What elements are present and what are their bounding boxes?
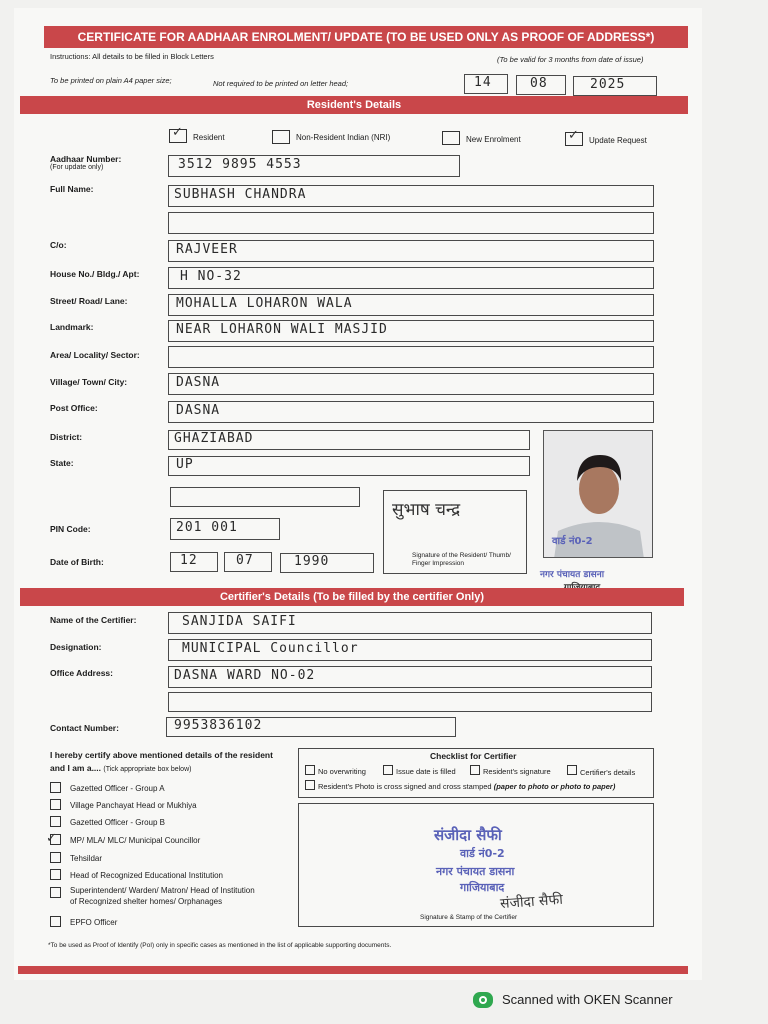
- date-day: 14: [474, 75, 492, 90]
- state-field[interactable]: [168, 456, 530, 476]
- certificate-title: CERTIFICATE FOR AADHAAR ENROLMENT/ UPDATE (TO BE USED ONLY AS PROOF OF ADDRESS*): [44, 26, 688, 48]
- post-office-label: Post Office:: [50, 403, 98, 413]
- oken-scanner-logo-icon: [472, 991, 494, 1009]
- nri-option-label: Non-Resident Indian (NRI): [296, 133, 391, 142]
- stamp-panchayat: नगर पंचायत डासना: [436, 865, 515, 878]
- pin-value: 201 001: [176, 520, 238, 535]
- role-checkbox-panchayat-head[interactable]: [50, 799, 61, 810]
- dob-day-value: 12: [180, 553, 198, 568]
- role-label-gazetted-b: Gazetted Officer - Group B: [70, 818, 166, 827]
- resident-signature: सुभाष चन्द्र: [392, 500, 461, 520]
- village-field[interactable]: [168, 373, 654, 395]
- area-label: Area/ Locality/ Sector:: [50, 350, 140, 360]
- aadhaar-value: 3512 9895 4553: [178, 157, 302, 172]
- full-name-field-line2[interactable]: [168, 212, 654, 234]
- role-checkbox-educational-head[interactable]: [50, 869, 61, 880]
- full-name-label: Full Name:: [50, 184, 94, 194]
- co-field[interactable]: [168, 240, 654, 262]
- stamp-ward: वार्ड नं0-2: [460, 847, 505, 860]
- role-label-panchayat-head: Village Panchayat Head or Mukhiya: [70, 801, 197, 810]
- village-label: Village/ Town/ City:: [50, 377, 128, 387]
- role-checkbox-gazetted-a[interactable]: [50, 782, 61, 793]
- certifier-name-label: Name of the Certifier:: [50, 615, 137, 625]
- contact-label: Contact Number:: [50, 723, 119, 733]
- full-name-value: SUBHASH CHANDRA: [174, 187, 307, 202]
- village-value: DASNA: [176, 375, 221, 390]
- photo-stamp-line2: नगर पंचायत डासना: [540, 570, 605, 580]
- office-address-value: DASNA WARD NO-02: [174, 668, 316, 683]
- certifier-signature: संजीदा सैफी: [499, 891, 564, 913]
- update-request-label: Update Request: [589, 136, 647, 145]
- dob-year-value: 1990: [294, 554, 330, 569]
- paper-note: To be printed on plain A4 paper size;: [50, 76, 172, 85]
- role-label-epfo: EPFO Officer: [70, 918, 118, 927]
- resident-signature-checkbox[interactable]: [470, 765, 480, 775]
- pin-label: PIN Code:: [50, 524, 91, 534]
- dob-label: Date of Birth:: [50, 557, 104, 567]
- resident-checkmark-icon: ✓: [172, 124, 183, 139]
- street-value: MOHALLA LOHARON WALA: [176, 296, 353, 311]
- declaration-line2: and I am a.... (Tick appropriate box below): [50, 763, 192, 773]
- no-overwriting-label: No overwriting: [318, 767, 366, 776]
- role-label-educational-head: Head of Recognized Educational Institution: [70, 871, 223, 880]
- co-value: RAJVEER: [176, 242, 238, 257]
- certifier-details-label: Certifier's details: [580, 768, 636, 777]
- photo-stamp-line1: वार्ड नं0-2: [552, 536, 593, 547]
- contact-value: 9953836102: [174, 718, 263, 733]
- role-label-mp-mla-councillor: MP/ MLA/ MLC/ Municipal Councillor: [70, 836, 201, 845]
- certifier-name-value: SANJIDA SAIFI: [182, 614, 297, 629]
- post-office-field[interactable]: [168, 401, 654, 423]
- role-checkbox-gazetted-b[interactable]: [50, 816, 61, 827]
- validity-text: (To be valid for 3 months from date of issue): [497, 55, 644, 64]
- role-checkbox-superintendent[interactable]: [50, 887, 61, 898]
- state-label: State:: [50, 458, 74, 468]
- role-checkbox-epfo[interactable]: [50, 916, 61, 927]
- instructions-text: Instructions: All details to be filled in Block Letters: [50, 52, 214, 61]
- bottom-band: [18, 966, 688, 974]
- street-label: Street/ Road/ Lane:: [50, 296, 128, 306]
- date-year: 2025: [590, 77, 626, 92]
- checklist-title: Checklist for Certifier: [430, 751, 517, 761]
- certifier-section-title: Certifier's Details (To be filled by the certifier Only): [20, 588, 684, 606]
- signature-caption: Signature of the Resident/ Thumb/ Finger Impression: [412, 552, 511, 567]
- role-label-gazetted-a: Gazetted Officer - Group A: [70, 784, 165, 793]
- office-address-field-line2[interactable]: [168, 692, 652, 712]
- resident-option-label: Resident: [193, 133, 225, 142]
- nri-checkbox[interactable]: [272, 130, 290, 144]
- new-enrolment-checkbox[interactable]: [442, 131, 460, 145]
- photo-cross-checkbox[interactable]: [305, 780, 315, 790]
- role-checkmark-icon: ✓: [46, 830, 57, 845]
- house-value: H NO-32: [180, 269, 242, 284]
- designation-value: MUNICIPAL Councillor: [182, 641, 359, 656]
- resident-section-title: Resident's Details: [20, 96, 688, 114]
- house-label: House No./ Bldg./ Apt:: [50, 269, 140, 279]
- role-label-superintendent: Superintendent/ Warden/ Matron/ Head of Institution: [70, 886, 255, 895]
- extra-blank-field[interactable]: [170, 487, 360, 507]
- issue-date-checkbox[interactable]: [383, 765, 393, 775]
- role-checkbox-tehsildar[interactable]: [50, 852, 61, 863]
- scanner-watermark: Scanned with OKEN Scanner: [502, 992, 673, 1007]
- dob-month-value: 07: [236, 553, 254, 568]
- role-label-tehsildar: Tehsildar: [70, 854, 103, 863]
- update-request-checkmark-icon: ✓: [568, 127, 579, 142]
- landmark-value: NEAR LOHARON WALI MASJID: [176, 322, 388, 337]
- letterhead-note: Not required to be printed on letter head;: [213, 79, 349, 88]
- footer-note: *To be used as Proof of Identify (PoI) only in specific cases as mentioned in the list of applicable supporting documents.: [48, 942, 392, 949]
- stamp-caption: Signature & Stamp of the Certifier: [420, 914, 518, 921]
- post-office-value: DASNA: [176, 403, 221, 418]
- issue-date-label: Issue date is filled: [396, 767, 456, 776]
- office-address-label: Office Address:: [50, 668, 113, 678]
- district-value: GHAZIABAD: [174, 431, 254, 446]
- role-label-superintendent-line2: of Recognized shelter homes/ Orphanages: [70, 897, 223, 906]
- certifier-details-checkbox[interactable]: [567, 765, 577, 775]
- date-month: 08: [530, 76, 548, 91]
- new-enrolment-label: New Enrolment: [466, 135, 521, 144]
- designation-label: Designation:: [50, 642, 102, 652]
- state-value: UP: [176, 457, 194, 472]
- photo-cross-label: Resident's Photo is cross signed and cross stamped (paper to photo or photo to paper): [318, 782, 616, 791]
- area-field[interactable]: [168, 346, 654, 368]
- stamp-name: संजीदा सैफी: [434, 826, 502, 844]
- resident-signature-label: Resident's signature: [483, 767, 551, 776]
- declaration-line1: I hereby certify above mentioned details of the resident: [50, 750, 273, 760]
- stamp-city: गाजियाबाद: [460, 881, 505, 894]
- landmark-label: Landmark:: [50, 322, 94, 332]
- no-overwriting-checkbox[interactable]: [305, 765, 315, 775]
- aadhaar-label: Aadhaar Number: (For update only): [50, 154, 122, 171]
- district-label: District:: [50, 432, 83, 442]
- co-label: C/o:: [50, 240, 67, 250]
